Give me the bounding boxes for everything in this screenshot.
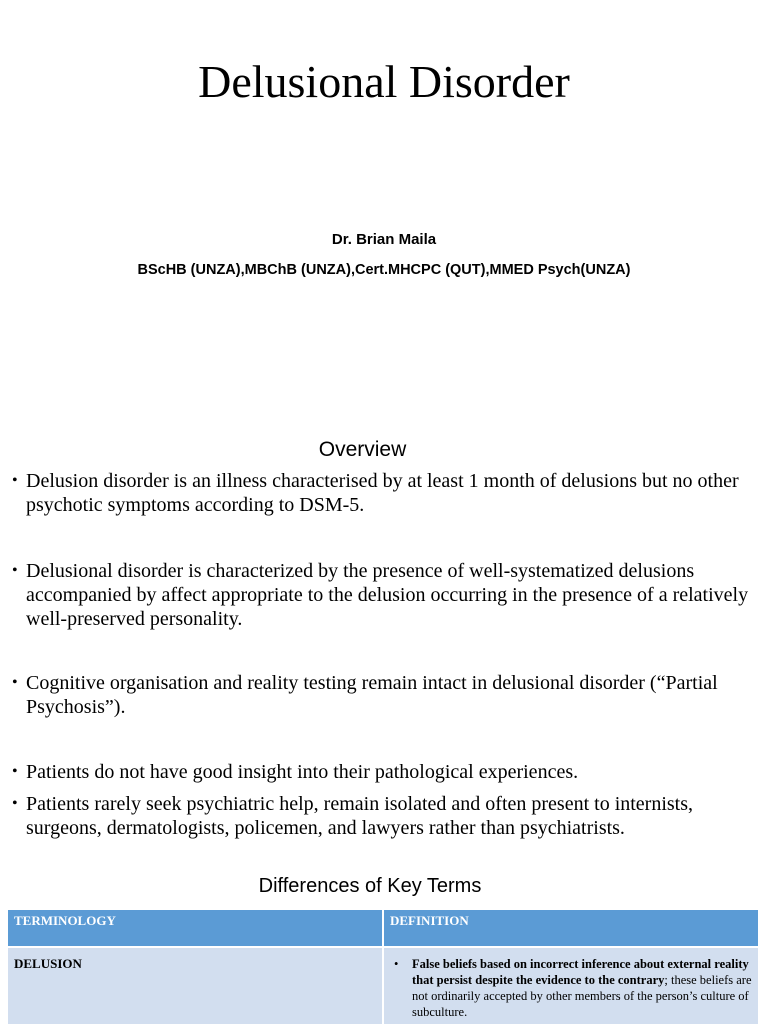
table-header-row — [8, 910, 759, 947]
overview-bullet-3 — [12, 671, 752, 719]
bullet-icon: • — [12, 472, 18, 489]
definition-cell — [383, 947, 759, 1024]
bullet-text: Cognitive organisation and reality testing remain intact in delusional disorder (“Partial Psychosis”). — [26, 672, 718, 718]
title-slide — [0, 0, 768, 420]
bullet-text: Patients rarely seek psychiatric help, remain isolated and often present to internists, surgeons, dermatologists, policemen, and lawyers rather than psychiatrists. — [26, 793, 694, 839]
key-terms-heading: Differences of Key Terms — [258, 875, 482, 897]
bullet-icon: • — [394, 957, 399, 971]
bullet-text: Patients do not have good insight into their pathological experiences. — [26, 761, 579, 783]
column-header-definition: DEFINITION — [383, 910, 759, 947]
key-terms-table — [8, 910, 760, 1024]
page-title: Delusional Disorder — [198, 56, 570, 107]
bullet-icon: • — [12, 562, 18, 579]
bullet-icon: • — [12, 795, 18, 812]
bullet-text: Delusional disorder is characterized by the presence of well-systematized delusions accompanied by affect appropriate to the delusion occurring in the presence of a relatively well-preserved personality. — [26, 560, 749, 630]
definition-item — [394, 956, 752, 1020]
bullet-icon: • — [12, 763, 18, 780]
definition-list — [390, 956, 752, 1020]
table-row — [8, 947, 759, 1024]
overview-bullet-4 — [12, 760, 752, 784]
overview-heading: Overview — [318, 438, 407, 461]
author-credentials: BScHB (UNZA),MBChB (UNZA),Cert.MHCPC (QUT),MMED Psych(UNZA) — [137, 262, 631, 278]
overview-bullet-5 — [12, 792, 752, 840]
bullet-text: Delusion disorder is an illness characterised by at least 1 month of delusions but no other psychotic symptoms according to DSM-5. — [26, 470, 739, 516]
term-cell — [8, 947, 383, 1024]
column-header-terminology: TERMINOLOGY — [8, 910, 383, 947]
definition-rest-text: ; these beliefs are not ordinarily accepted by other members of the person’s culture of subculture. — [412, 973, 752, 1019]
overview-bullet-2 — [12, 559, 752, 631]
author-name: Dr. Brian Maila — [331, 231, 437, 248]
definition-bold-text: False beliefs based on incorrect inference about external reality that persist despite the evidence to the contrary — [412, 957, 749, 987]
term-name: DELUSION — [14, 956, 82, 971]
bullet-icon: • — [12, 674, 18, 691]
overview-bullet-1 — [12, 469, 752, 517]
